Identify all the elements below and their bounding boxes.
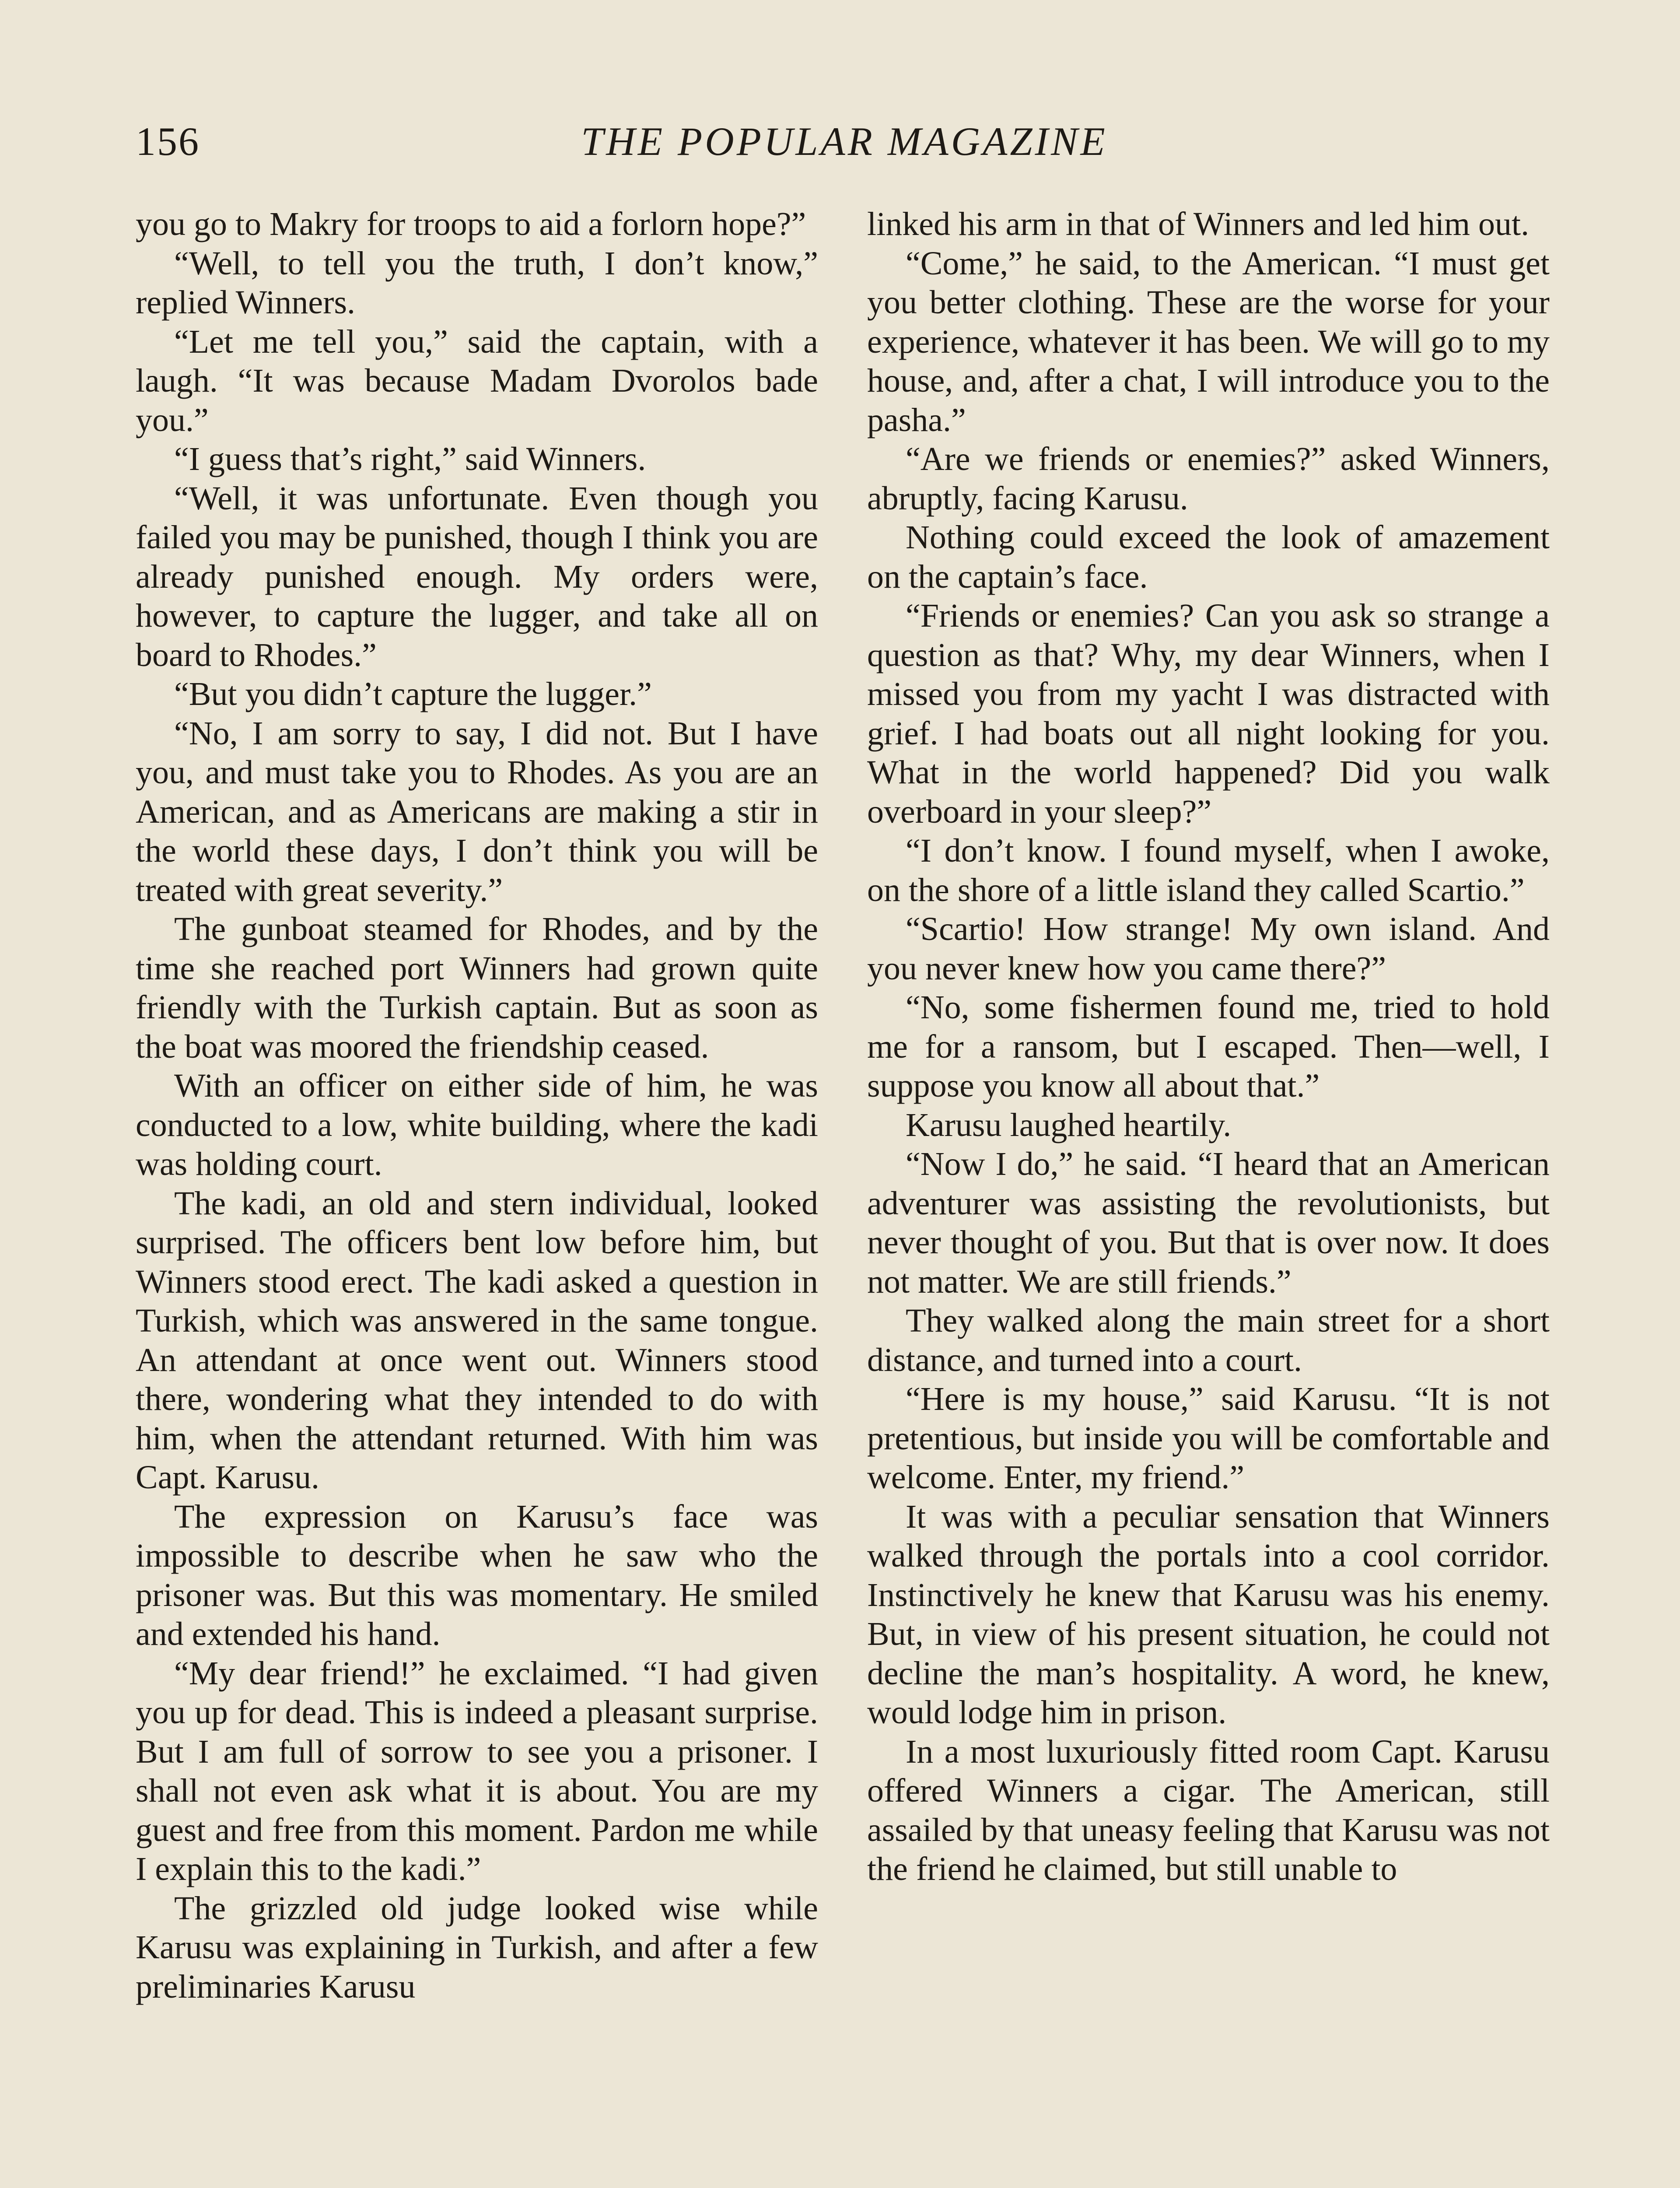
- page-header: [136, 118, 1553, 184]
- paragraph: “No, I am sorry to say, I did not. But I have you, and must take you to Rhodes. As you are an American, and as Americans are making a stir in the world these days, I don’t think you will be treated with great severity.”: [136, 715, 818, 908]
- paragraph: linked his arm in that of Winners and led him out.: [867, 206, 1530, 242]
- magazine-title: THE POPULAR MAGAZINE: [581, 119, 1108, 164]
- text-column-right: [867, 205, 1550, 1889]
- paragraph: “No, some fishermen found me, tried to hold me for a ransom, but I escaped. Then—well, I suppose you know all about that.”: [867, 989, 1550, 1104]
- paragraph: you go to Makry for troops to aid a forlorn hope?”: [136, 206, 806, 242]
- paragraph: Karusu laughed heartily.: [906, 1106, 1232, 1143]
- paragraph: “My dear friend!” he exclaimed. “I had given you up for dead. This is indeed a pleasant surprise. But I am full of sorrow to see you a prisoner. I shall not even ask what it is about. You are my guest and free from this moment. Pardon me while I explain this to the kadi.”: [136, 1655, 818, 1887]
- paragraph: “Scartio! How strange! My own island. And you never knew how you came there?”: [867, 911, 1550, 987]
- paragraph: The gunboat steamed for Rhodes, and by the time she reached port Winners had grown quite friendly with the Turkish captain. But as soon as the boat was moored the friendship ceased.: [136, 911, 818, 1065]
- paragraph: “Now I do,” he said. “I heard that an American adventurer was assisting the revolutionists, but never thought of you. But that is over now. It does not matter. We are still friends.”: [867, 1146, 1550, 1300]
- paragraph: “Friends or enemies? Can you ask so strange a question as that? Why, my dear Winners, when I missed you from my yacht I was distracted with grief. I had boats out all night looking for you. What in the world happened? Did you walk overboard in your sleep?”: [867, 597, 1550, 830]
- page-number: 156: [136, 119, 200, 164]
- paragraph: “Let me tell you,” said the captain, with a laugh. “It was because Madam Dvorolos bade you.”: [136, 323, 818, 438]
- paragraph: “I don’t know. I found myself, when I awoke, on the shore of a little island they called Scartio.”: [867, 832, 1550, 908]
- paragraph: “Well, to tell you the truth, I don’t know,” replied Winners.: [136, 245, 818, 321]
- paragraph: It was with a peculiar sensation that Winners walked through the portals into a cool corridor. Instinctively he knew that Karusu was his enemy. But, in view of his present situation, he could not decline the man’s hospitality. A word, he knew, would lodge him in prison.: [867, 1498, 1550, 1731]
- paragraph: “Are we friends or enemies?” asked Winners, abruptly, facing Karusu.: [867, 441, 1550, 517]
- paragraph: “Come,” he said, to the American. “I must get you better clothing. These are the worse for your experience, whatever it has been. We will go to my house, and, after a chat, I will introduce you to the pasha.”: [867, 245, 1550, 438]
- text-column-left: [136, 205, 818, 2006]
- paragraph: With an officer on either side of him, he was conducted to a low, white building, where the kadi was holding court.: [136, 1067, 818, 1182]
- paragraph: “Well, it was unfortunate. Even though you failed you may be punished, though I think you are already punished enough. My orders were, however, to capture the lugger, and take all on board to Rhodes.”: [136, 480, 818, 673]
- paragraph: In a most luxuriously fitted room Capt. Karusu offered Winners a cigar. The American, still assailed by that uneasy feeling that Karusu was not the friend he claimed, but still unable to: [867, 1733, 1550, 1887]
- paragraph: The kadi, an old and stern individual, looked surprised. The officers bent low before him, but Winners stood erect. The kadi asked a question in Turkish, which was answered in the same tongue. An attendant at once went out. Winners stood there, wondering what they intended to do with him, when the attendant returned. With him was Capt. Karusu.: [136, 1185, 818, 1496]
- paragraph: “But you didn’t capture the lugger.”: [174, 676, 652, 712]
- paragraph: “Here is my house,” said Karusu. “It is not pretentious, but inside you will be comfortable and welcome. Enter, my friend.”: [867, 1381, 1550, 1496]
- paragraph: The grizzled old judge looked wise while Karusu was explaining in Turkish, and after a few preliminaries Karusu: [136, 1890, 818, 2005]
- paragraph: Nothing could exceed the look of amazement on the captain’s face.: [867, 519, 1550, 595]
- paragraph: “I guess that’s right,” said Winners.: [174, 441, 646, 477]
- paragraph: They walked along the main street for a short distance, and turned into a court.: [867, 1302, 1550, 1378]
- paragraph: The expression on Karusu’s face was impossible to describe when he saw who the prisoner was. But this was momentary. He smiled and extended his hand.: [136, 1498, 818, 1652]
